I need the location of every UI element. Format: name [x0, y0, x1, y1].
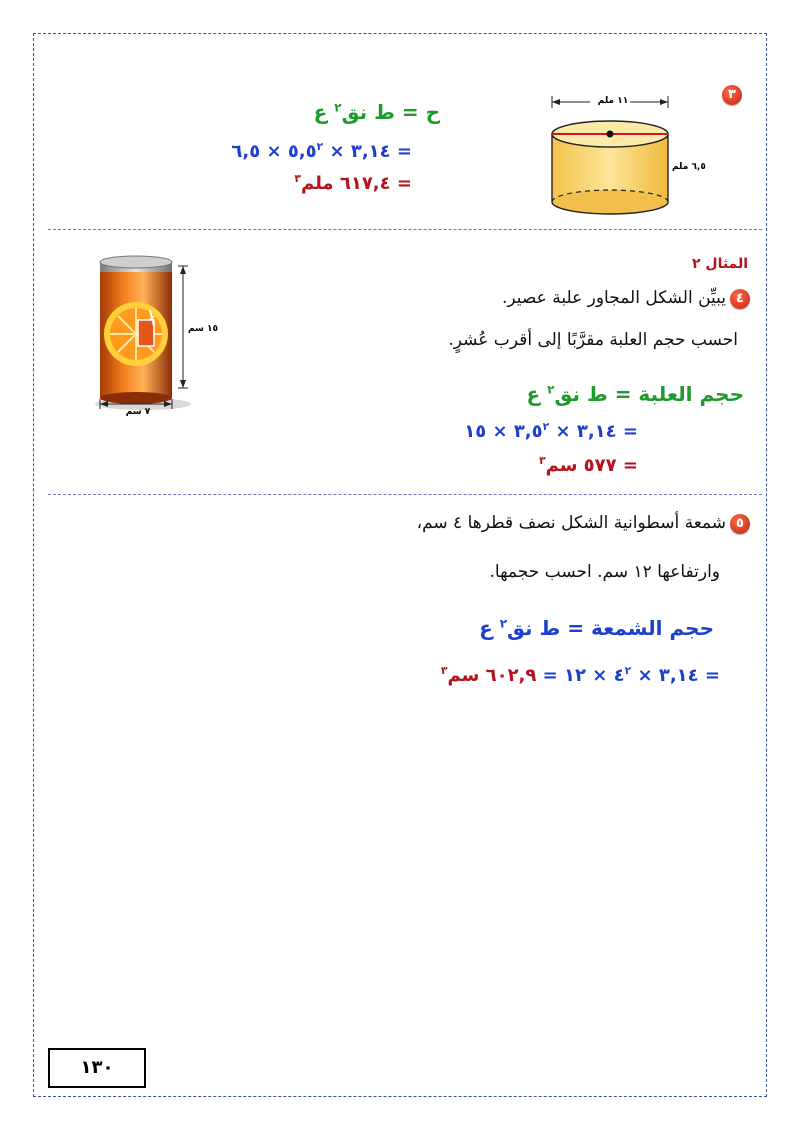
example5-line2: وارتفاعها ١٢ سم. احسب حجمها.: [489, 562, 720, 582]
page-number: ١٣٠: [48, 1048, 146, 1088]
example5-line1: شمعة أسطوانية الشكل نصف قطرها ٤ سم،: [416, 513, 726, 533]
example5-steps: = ٣,١٤ × $٤^٢$ × ١٢ = ٦٠٢,٩ سم$^٣$: [440, 664, 720, 686]
example4-line2: احسب حجم العلبة مقرَّبًا إلى أقرب عُشرٍ.: [448, 330, 738, 350]
section-divider-1: [48, 229, 762, 230]
juice-can-figure: [88, 254, 200, 420]
example4-formula: حجم العلبة = ط نق$^٢$ ع: [526, 382, 744, 406]
section-divider-2: [48, 494, 762, 495]
example-heading: المثال ٢: [692, 256, 748, 272]
cylinder-diameter-label: ١١ ملم: [597, 96, 629, 106]
cylinder-height-label: ٦,٥ ملم: [672, 162, 706, 172]
example3-result: = ٦١٧,٤ ملم$^٣$: [294, 172, 412, 194]
can-height-label: ١٥ سم: [188, 324, 219, 334]
example3-step1: = ٣,١٤ × $٥,٥^٢$ × ٦,٥: [231, 140, 412, 162]
example4-line1: يبيِّن الشكل المجاور علبة عصير.: [502, 288, 726, 308]
example4-result: = ٥٧٧ سم$^٣$: [538, 454, 638, 476]
example4-badge: ٤: [730, 289, 750, 309]
example5-formula: حجم الشمعة = ط نق$^٢$ ع: [479, 616, 714, 640]
example3-formula: ح = ط نق$^٢$ ع: [313, 100, 440, 124]
example4-step1: = ٣,١٤ × $٣,٥^٢$ × ١٥: [464, 420, 638, 442]
example5-badge: ٥: [730, 514, 750, 534]
example3-badge: ٣: [722, 85, 742, 105]
can-width-label: ٧ سم: [125, 407, 151, 417]
cylinder-figure: [548, 88, 678, 218]
